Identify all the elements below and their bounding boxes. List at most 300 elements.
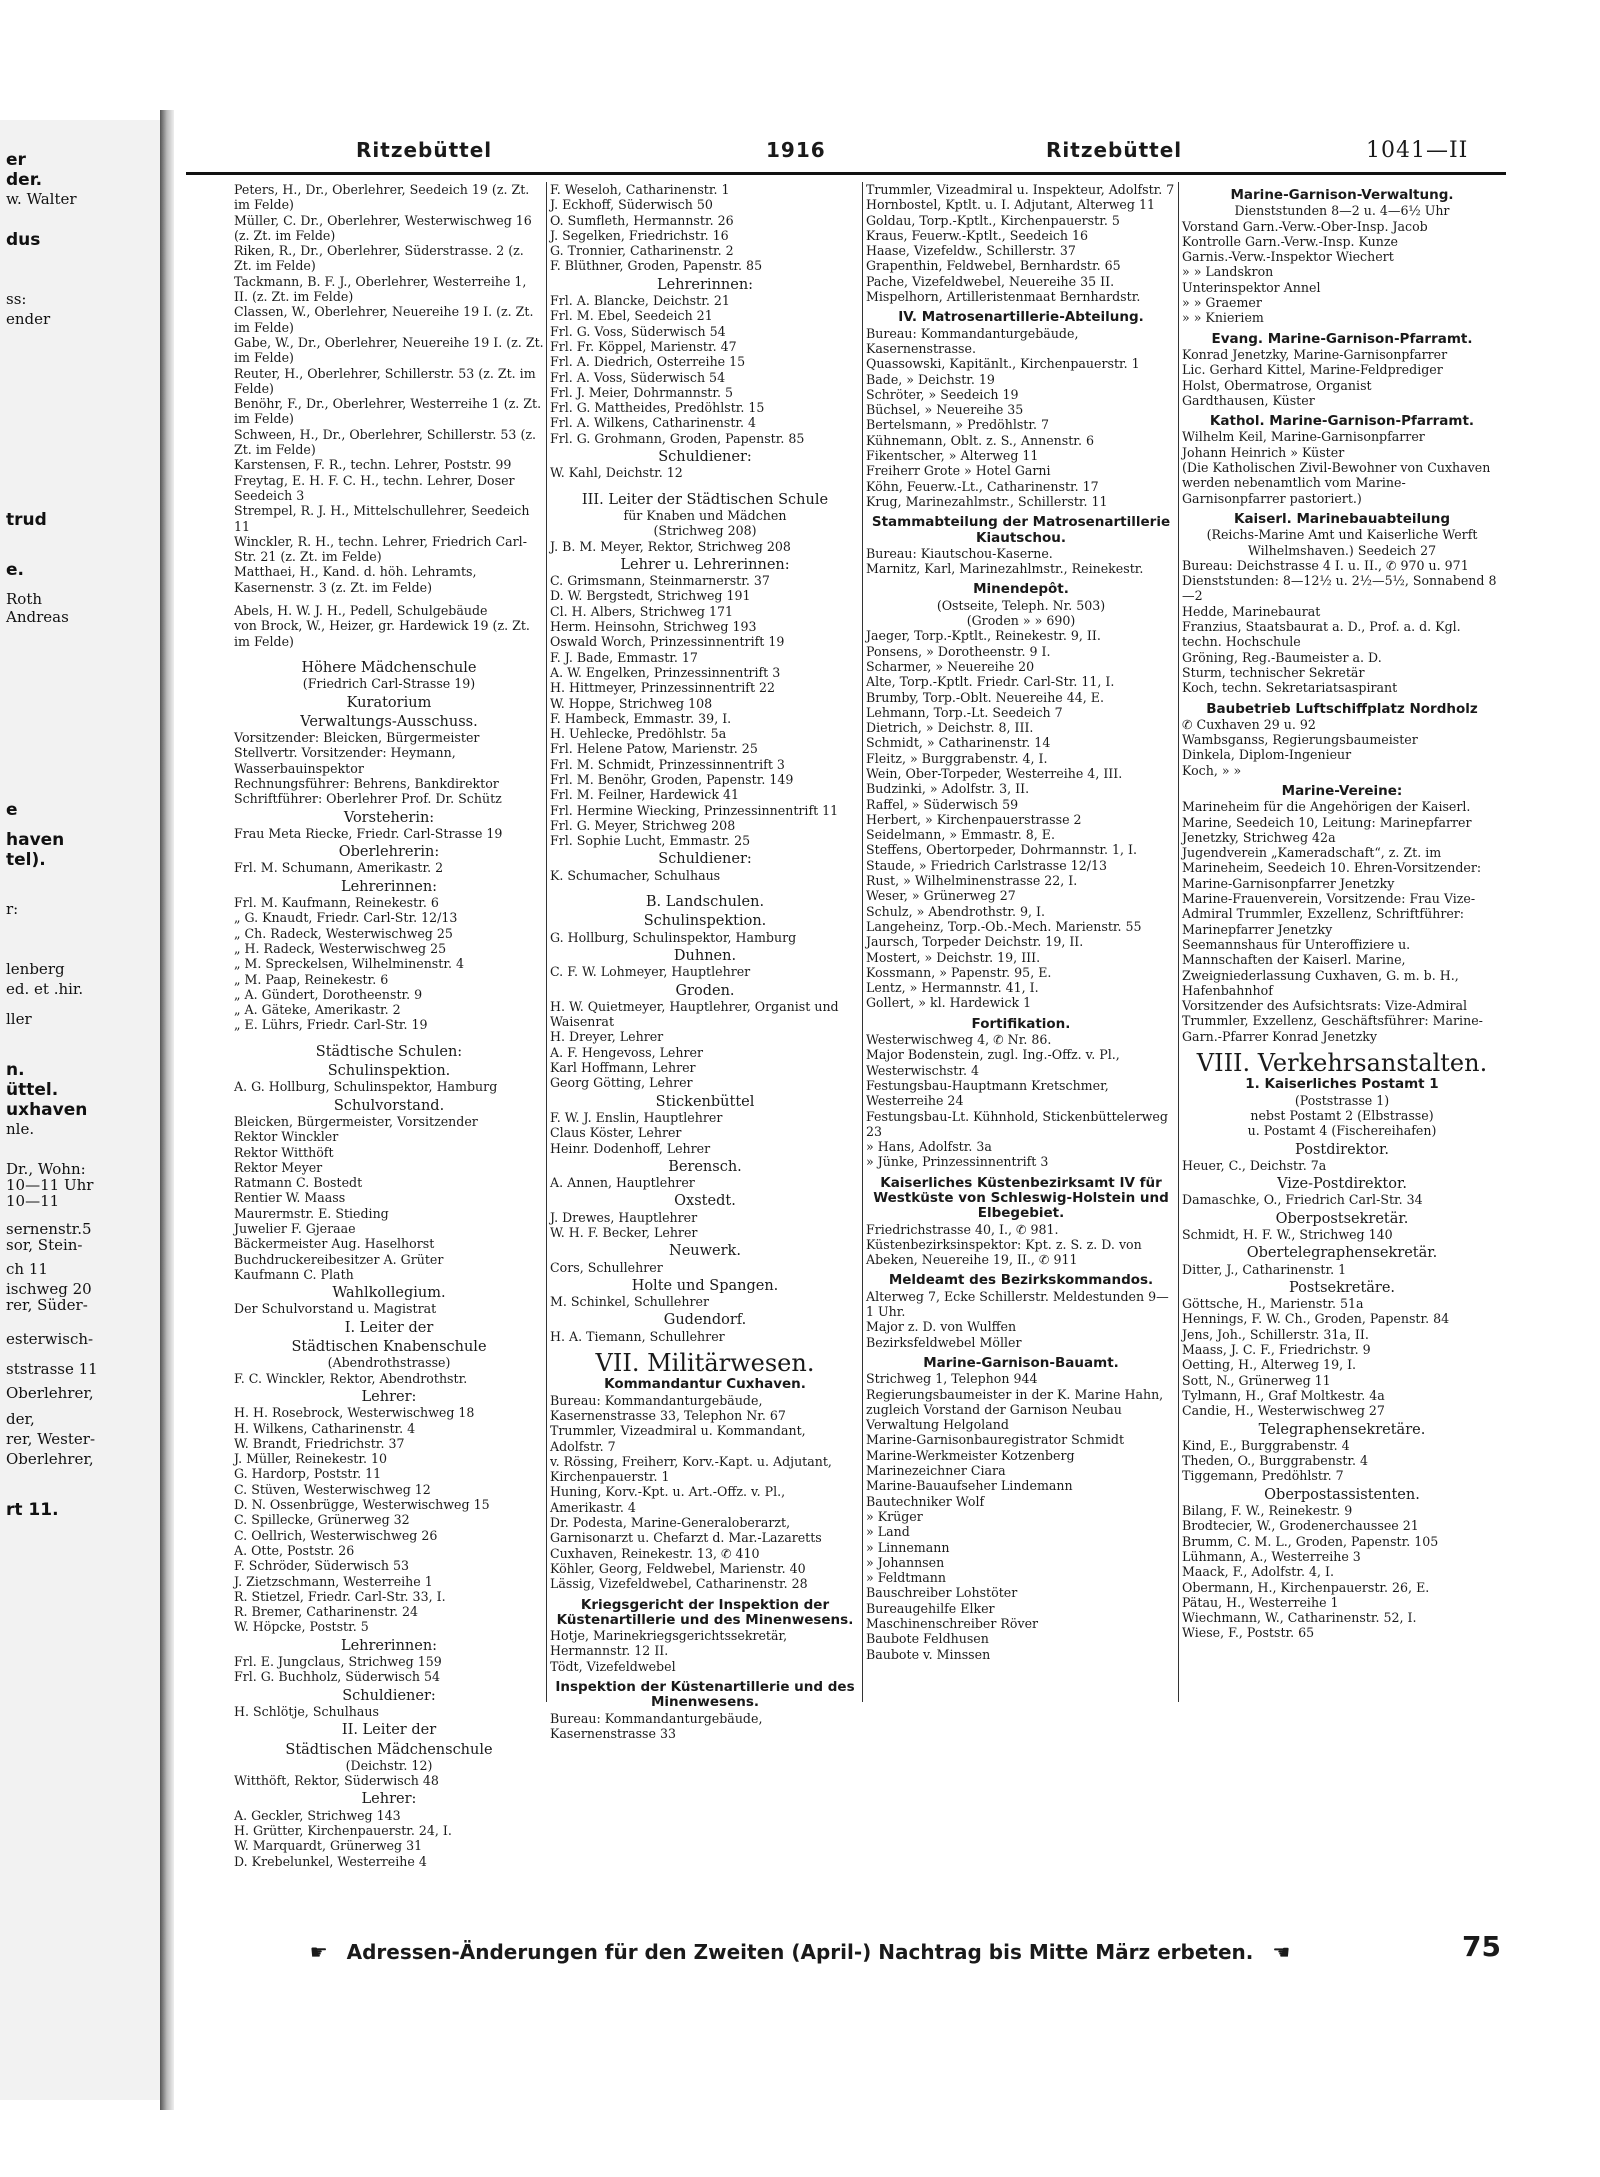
section-note: (Ostseite, Teleph. Nr. 503) xyxy=(936,597,1106,613)
section-heading-bold: Evang. Marine-Garnison-Pfarramt. xyxy=(1211,330,1473,347)
directory-entry: Lühmann, A., Westerreihe 3 xyxy=(1182,1548,1361,1564)
spacer xyxy=(234,595,544,603)
section-heading: Lehrerinnen: xyxy=(656,276,754,293)
column-divider xyxy=(1178,182,1179,1702)
page-number: 75 xyxy=(1462,1930,1501,1963)
directory-entry: „ M. Paap, Reinekestr. 6 xyxy=(234,971,389,987)
directory-entry: Dr. Podesta, Marine-Generaloberarzt, Garnisonarzt u. Chefarzt d. Mar.-Lazaretts Cuxhaven, Reinekestr. 13, ✆ 410 xyxy=(550,1515,822,1561)
directory-entry: Huning, Korv.-Kpt. u. Art.-Offz. v. Pl., Amerikastr. 4 xyxy=(550,1484,786,1515)
directory-entry: J. Zietzschmann, Westerreihe 1 xyxy=(234,1573,433,1589)
spacer xyxy=(550,883,860,891)
directory-entry: Heuer, C., Deichstr. 7a xyxy=(1182,1157,1327,1173)
directory-entry: H. H. Rosebrock, Westerwischweg 18 xyxy=(234,1405,475,1421)
facing-page-fragment: n. xyxy=(6,1060,25,1080)
facing-page-fragment: w. Walter xyxy=(6,190,77,208)
directory-entry: W. Marquardt, Grünerweg 31 xyxy=(234,1838,423,1854)
section-heading: Schuldiener: xyxy=(658,851,752,868)
directory-entry: J. B. M. Meyer, Rektor, Strichweg 208 xyxy=(550,538,791,554)
directory-entry: Obermann, H., Kirchenpauerstr. 26, E. xyxy=(1182,1579,1430,1595)
directory-entry: Pätau, H., Westerreihe 1 xyxy=(1182,1594,1339,1610)
facing-page-fragment: haven xyxy=(6,830,65,850)
directory-entry: Köhn, Feuerw.-Lt., Catharinenstr. 17 xyxy=(866,478,1099,494)
directory-entry: A. G. Hollburg, Schulinspektor, Hamburg xyxy=(234,1079,498,1095)
directory-entry: Kind, E., Burggrabenstr. 4 xyxy=(1182,1437,1350,1453)
directory-entry: Marnitz, Karl, Marinezahlmstr., Reinekestr. xyxy=(866,561,1144,577)
directory-entry: F. C. Winckler, Rektor, Abendrothstr. xyxy=(234,1370,468,1386)
book-gutter xyxy=(160,110,174,2110)
facing-page-fragment: Oberlehrer, xyxy=(6,1384,94,1402)
directory-entry: Vorsitzender des Aufsichtsrats: Vize-Admiral Trummler, Exzellenz, Geschäftsführer: Marine-Garn.-Pfarrer Konrad Jenetzky xyxy=(1182,998,1483,1044)
directory-entry: W. Hoppe, Strichweg 108 xyxy=(550,695,713,711)
directory-entry: Mispelhorn, Artilleristenmaat Bernhardstr. xyxy=(866,289,1141,305)
facing-page-fragment: dus xyxy=(6,230,41,250)
directory-entry: Frl. G. Mattheides, Predöhlstr. 15 xyxy=(550,400,765,416)
directory-entry: Kaufmann C. Plath xyxy=(234,1266,354,1282)
facing-page-fragment: e xyxy=(6,800,18,820)
directory-entry: Seidelmann, » Emmastr. 8, E. xyxy=(866,827,1056,843)
section-note: für Knaben und Mädchen xyxy=(623,507,787,523)
section-heading-bold: Marine-Garnison-Verwaltung. xyxy=(1230,187,1454,203)
directory-entry: C. Stüven, Westerwischweg 12 xyxy=(234,1481,431,1497)
directory-entry: Frl. Fr. Köppel, Marienstr. 47 xyxy=(550,338,737,354)
section-heading-bold: Minendepôt. xyxy=(973,581,1069,598)
directory-entry: Benöhr, F., Dr., Oberlehrer, Westerreihe 1 (z. Zt. im Felde) xyxy=(234,396,542,427)
directory-entry: Marinezeichner Ciara xyxy=(866,1463,1006,1479)
directory-entry: Wein, Ober-Torpeder, Westerreihe 4, III. xyxy=(866,765,1123,781)
directory-entry: F. W. J. Enslin, Hauptlehrer xyxy=(550,1109,723,1125)
directory-entry: Tödt, Vizefeldwebel xyxy=(550,1658,676,1674)
directory-entry: A. Annen, Hauptlehrer xyxy=(550,1175,695,1191)
directory-entry: Riken, R., Dr., Oberlehrer, Süderstrasse. 2 (z. Zt. im Felde) xyxy=(234,243,524,274)
column-3 xyxy=(866,182,1176,1782)
directory-entry: Brumm, C. M. L., Groden, Papenstr. 105 xyxy=(1182,1533,1439,1549)
directory-entry: Schröter, » Seedeich 19 xyxy=(866,386,1019,402)
directory-entry: Herbert, » Kirchenpauerstrasse 2 xyxy=(866,811,1082,827)
section-heading-bold: Marine-Garnison-Bauamt. xyxy=(923,1354,1119,1371)
directory-entry: Major z. D. von Wulffen xyxy=(866,1319,1017,1335)
directory-entry: Mostert, » Deichstr. 19, III. xyxy=(866,949,1041,965)
directory-entry: Bureau: Kommandanturgebäude, Kasernenstrasse 33 xyxy=(550,1710,763,1741)
section-heading: Schuldiener: xyxy=(342,1687,436,1704)
section-note: Dienststunden 8—2 u. 4—6½ Uhr xyxy=(1234,203,1450,219)
directory-entry: Goldau, Torp.-Kptlt., Kirchenpauerstr. 5 xyxy=(866,212,1120,228)
directory-entry: Johann Heinrich » Küster xyxy=(1182,444,1345,460)
directory-entry: Rektor Meyer xyxy=(234,1159,323,1175)
directory-entry: C. Oellrich, Westerwischweg 26 xyxy=(234,1527,438,1543)
section-heading-bold: Fortifikation. xyxy=(971,1015,1071,1032)
section-note: u. Postamt 4 (Fischereihafen) xyxy=(1247,1123,1437,1139)
directory-entry: Frl. A. Diedrich, Osterreihe 15 xyxy=(550,354,746,370)
directory-entry: D. Krebelunkel, Westerreihe 4 xyxy=(234,1853,427,1869)
directory-entry: Maurermstr. E. Stieding xyxy=(234,1205,389,1221)
section-heading: Berensch. xyxy=(668,1158,742,1175)
section-heading: I. Leiter der xyxy=(344,1319,434,1336)
directory-entry: Quassowski, Kapitänlt., Kirchenpauerstr. 1 xyxy=(866,356,1140,372)
facing-page-fragment: 10—11 Uhr xyxy=(6,1176,94,1194)
directory-entry: Theden, O., Burggrabenstr. 4 xyxy=(1182,1453,1369,1469)
section-heading: Holte und Spangen. xyxy=(631,1277,779,1294)
directory-entry: Maschinenschreiber Röver xyxy=(866,1616,1039,1632)
header-rule xyxy=(186,172,1506,175)
directory-entry: Garnis.-Verw.-Inspektor Wiechert xyxy=(1182,249,1394,265)
directory-entry: Westerwischweg 4, ✆ Nr. 86. xyxy=(866,1032,1052,1048)
directory-entry: „ A. Gäteke, Amerikastr. 2 xyxy=(234,1002,401,1018)
directory-entry: Karstensen, F. R., techn. Lehrer, Poststr. 99 xyxy=(234,457,512,473)
facing-page-edge xyxy=(0,120,163,2100)
directory-entry: Budzinki, » Adolfstr. 3, II. xyxy=(866,781,1030,797)
directory-entry: J. Drewes, Hauptlehrer xyxy=(550,1209,698,1225)
footer-text: Adressen-Änderungen für den Zweiten (April-) Nachtrag bis Mitte März erbeten. xyxy=(346,1940,1254,1964)
directory-entry: Frl. G. Grohmann, Groden, Papenstr. 85 xyxy=(550,430,805,446)
directory-entry: W. Kahl, Deichstr. 12 xyxy=(550,465,683,481)
directory-entry: Tiggemann, Predöhlstr. 7 xyxy=(1182,1468,1344,1484)
facing-page-fragment: ischweg 20 xyxy=(6,1280,92,1298)
facing-page-fragment: sor, Stein- xyxy=(6,1236,83,1254)
section-heading: Telegraphensekretäre. xyxy=(1258,1421,1426,1438)
directory-entry: Schmidt, H. F. W., Strichweg 140 xyxy=(1182,1227,1393,1242)
directory-entry: Freiherr Grote » Hotel Garni xyxy=(866,463,1051,479)
section-heading: II. Leiter der xyxy=(341,1722,437,1739)
section-heading: Lehrer: xyxy=(361,1388,417,1405)
directory-entry: Friedrichstrasse 40, I., ✆ 981. xyxy=(866,1221,1059,1237)
directory-entry: Gabe, W., Dr., Oberlehrer, Neuereihe 19 I. (z. Zt. im Felde) xyxy=(234,334,544,366)
directory-entry: Strichweg 1, Telephon 944 xyxy=(866,1371,1038,1387)
directory-entry: Georg Götting, Lehrer xyxy=(550,1075,693,1091)
directory-entry: » Jünke, Prinzessinnentrift 3 xyxy=(866,1154,1049,1170)
directory-entry: Holst, Obermatrose, Organist xyxy=(1182,377,1372,393)
directory-entry: H. W. Quietmeyer, Hauptlehrer, Organist und Waisenrat xyxy=(550,998,839,1030)
directory-entry: Abels, H. W. J. H., Pedell, Schulgebäude xyxy=(234,603,488,619)
directory-entry: A. W. Engelken, Prinzessinnentrift 3 xyxy=(550,664,781,680)
section-heading: Städtische Schulen: xyxy=(315,1043,463,1060)
directory-entry: Weser, » Grünerweg 27 xyxy=(866,888,1016,904)
section-heading: Städtischen Knabenschule xyxy=(291,1339,487,1356)
section-heading: Duhnen. xyxy=(673,947,737,964)
directory-entry: (Die Katholischen Zivil-Bewohner von Cuxhaven werden nebenamtlich vom Marine-Garnisonpfarrer pastoriert.) xyxy=(1182,460,1491,506)
directory-entry: Raffel, » Süderwisch 59 xyxy=(866,796,1019,812)
section-heading: Obertelegraphensekretär. xyxy=(1246,1245,1438,1262)
facing-page-fragment: lenberg xyxy=(6,960,65,978)
section-heading-bold: Baubetrieb Luftschiffplatz Nordholz xyxy=(1206,700,1478,717)
directory-entry: Hotje, Marinekriegsgerichtssekretär, Hermannstr. 12 II. xyxy=(550,1628,788,1659)
directory-entry: F. Blüthner, Groden, Papenstr. 85 xyxy=(550,258,763,274)
directory-entry: Frau Meta Riecke, Friedr. Carl-Strasse 19 xyxy=(234,825,503,841)
directory-entry: Kossmann, » Papenstr. 95, E. xyxy=(866,964,1052,980)
directory-entry: Gröning, Reg.-Baumeister a. D. xyxy=(1182,649,1382,665)
directory-entry: J. Eckhoff, Süderwisch 50 xyxy=(550,197,713,213)
directory-entry: F. Hambeck, Emmastr. 39, I. xyxy=(550,710,732,726)
directory-entry: Jens, Joh., Schillerstr. 31a, II. xyxy=(1182,1326,1369,1342)
header-right-place: Ritzebüttel xyxy=(1046,138,1183,162)
directory-entry: R. Stietzel, Friedr. Carl-Str. 33, I. xyxy=(234,1588,446,1604)
directory-entry: » » Graemer xyxy=(1182,295,1262,311)
directory-entry: W. H. F. Becker, Lehrer xyxy=(550,1225,698,1240)
directory-entry: Wambsganss, Regierungsbaumeister xyxy=(1182,732,1418,748)
directory-entry: Herm. Heinsohn, Strichweg 193 xyxy=(550,619,757,635)
directory-entry: Frl. M. Benöhr, Groden, Papenstr. 149 xyxy=(550,771,794,787)
directory-entry: Lic. Gerhard Kittel, Marine-Feldprediger xyxy=(1182,362,1443,378)
directory-entry: Rust, » Wilhelminenstrasse 22, I. xyxy=(866,873,1078,889)
directory-entry: J. Müller, Reinekestr. 10 xyxy=(234,1451,388,1467)
directory-entry: Der Schulvorstand u. Magistrat xyxy=(234,1301,437,1317)
directory-entry: D. W. Bergstedt, Strichweg 191 xyxy=(550,588,751,604)
directory-entry: „ G. Knaudt, Friedr. Carl-Str. 12/13 xyxy=(234,910,458,926)
facing-page-fragment: nle. xyxy=(6,1120,35,1138)
section-heading-bold: Kriegsgericht der Inspektion der Küstenartillerie und des Minenwesens. xyxy=(556,1596,854,1628)
directory-entry: Baubote Feldhusen xyxy=(866,1631,989,1647)
directory-entry: Vorstand Garn.-Verw.-Ober-Insp. Jacob xyxy=(1182,218,1428,234)
section-heading: Lehrer: xyxy=(361,1791,417,1808)
directory-entry: » Hans, Adolfstr. 3a xyxy=(866,1139,992,1155)
section-heading-bold: Kathol. Marine-Garnison-Pfarramt. xyxy=(1209,413,1475,430)
facing-page-fragment: ss: xyxy=(6,290,27,308)
directory-entry: Bureau: Kommandanturgebäude, Kasernenstrasse. xyxy=(866,325,1079,356)
section-note: (Friedrich Carl-Strasse 19) xyxy=(302,676,476,692)
section-heading: Lehrer u. Lehrerinnen: xyxy=(620,556,790,573)
directory-entry: Frl. A. Blancke, Deichstr. 21 xyxy=(550,293,730,309)
directory-entry: Karl Hoffmann, Lehrer xyxy=(550,1060,696,1076)
directory-entry: „ E. Lührs, Friedr. Carl-Str. 19 xyxy=(234,1017,428,1033)
directory-entry: Oetting, H., Alterweg 19, I. xyxy=(1182,1357,1357,1373)
directory-entry: Festungsbau-Lt. Kühnhold, Stickenbüttelerweg 23 xyxy=(866,1108,1168,1139)
section-heading: Vorsteherin: xyxy=(343,809,435,826)
directory-entry: Baubote v. Minssen xyxy=(866,1646,991,1662)
directory-entry: Ditter, J., Catharinenstr. 1 xyxy=(1182,1261,1347,1277)
header-page-ref: 1041—II xyxy=(1366,138,1469,163)
directory-entry: » Krüger xyxy=(866,1508,923,1524)
section-heading: Stickenbüttel xyxy=(655,1093,755,1110)
directory-entry: Kühnemann, Oblt. z. S., Annenstr. 6 xyxy=(866,432,1094,448)
facing-page-fragment: rer, Süder- xyxy=(6,1296,88,1314)
directory-entry: Strempel, R. J. H., Mittelschullehrer, Seedeich 11 xyxy=(234,503,530,534)
chapter-heading: VIII. Verkehrsanstalten. xyxy=(1196,1049,1488,1078)
directory-entry: H. Schlötje, Schulhaus xyxy=(234,1703,379,1719)
directory-entry: H. A. Tiemann, Schullehrer xyxy=(550,1328,725,1344)
directory-entry: Ponsens, » Dorotheenstr. 9 I. xyxy=(866,643,1051,659)
directory-entry: Büchsel, » Neuereihe 35 xyxy=(866,402,1024,418)
section-heading-bold: Inspektion der Küstenartillerie und des Minenwesens. xyxy=(555,1679,855,1711)
facing-page-fragment: ller xyxy=(6,1010,32,1028)
directory-entry: Dietrich, » Deichstr. 8, III. xyxy=(866,720,1034,736)
facing-page-fragment: rt 11. xyxy=(6,1500,59,1520)
section-note: nebst Postamt 2 (Elbstrasse) xyxy=(1250,1107,1434,1123)
section-heading: Postsekretäre. xyxy=(1288,1279,1396,1296)
directory-entry: C. Grimsmann, Steinmarnerstr. 37 xyxy=(550,573,770,589)
directory-entry: Frl. M. Schmidt, Prinzessinnentrift 3 xyxy=(550,756,785,772)
directory-entry: » Johannsen xyxy=(866,1554,945,1570)
header-left-place: Ritzebüttel xyxy=(356,138,493,162)
directory-entry: H. Dreyer, Lehrer xyxy=(550,1029,664,1045)
directory-entry: A. F. Hengevoss, Lehrer xyxy=(550,1044,703,1060)
directory-entry: Ratmann C. Bostedt xyxy=(234,1175,363,1191)
directory-entry: Kontrolle Garn.-Verw.-Insp. Kunze xyxy=(1182,233,1398,249)
section-note: (Abendrothstrasse) xyxy=(327,1355,451,1371)
section-heading: Neuwerk. xyxy=(669,1243,741,1260)
section-heading: B. Landschulen. xyxy=(645,894,765,911)
section-heading: Oberpostsekretär. xyxy=(1275,1210,1409,1227)
directory-entry: Wiese, F., Poststr. 65 xyxy=(1182,1625,1315,1641)
directory-entry: Kraus, Feuerw.-Kptlt., Seedeich 16 xyxy=(866,227,1089,243)
directory-entry: Koch, » » xyxy=(1182,762,1242,778)
directory-entry: Frl. G. Buchholz, Süderwisch 54 xyxy=(234,1669,441,1685)
directory-entry: Reuter, H., Oberlehrer, Schillerstr. 53 (z. Zt. im Felde) xyxy=(234,365,536,396)
directory-entry: Haase, Vizefeldw., Schillerstr. 37 xyxy=(866,243,1076,259)
directory-entry: Frl. Hermine Wiecking, Prinzessinnentrift 11 xyxy=(550,802,839,818)
directory-entry: W. Höpcke, Poststr. 5 xyxy=(234,1619,369,1635)
section-note: (Poststrasse 1) xyxy=(1294,1092,1390,1108)
section-heading: Vize-Postdirektor. xyxy=(1277,1176,1407,1193)
facing-page-fragment: Oberlehrer, xyxy=(6,1450,94,1468)
directory-entry: Gollert, » kl. Hardewick 1 xyxy=(866,995,1032,1011)
directory-entry: Buchdruckereibesitzer A. Grüter xyxy=(234,1251,444,1267)
directory-entry: Maass, J. C. F., Friedrichstr. 9 xyxy=(1182,1342,1371,1358)
directory-entry: von Brock, W., Heizer, gr. Hardewick 19 (z. Zt. im Felde) xyxy=(234,618,530,649)
directory-entry: F. J. Bade, Emmastr. 17 xyxy=(550,649,698,665)
directory-entry: „ Ch. Radeck, Westerwischweg 25 xyxy=(234,925,453,941)
directory-entry: » » Landskron xyxy=(1182,264,1274,280)
directory-entry: Gardthausen, Küster xyxy=(1182,392,1315,408)
directory-entry: G. Tronnier, Catharinenstr. 2 xyxy=(550,243,734,259)
directory-entry: Cors, Schullehrer xyxy=(550,1259,663,1275)
facing-page-fragment: Andreas xyxy=(6,608,69,626)
directory-entry: Winckler, R. H., techn. Lehrer, Friedrich Carl-Str. 21 (z. Zt. im Felde) xyxy=(234,533,527,565)
spacer xyxy=(550,481,860,489)
directory-entry: „ A. Gündert, Dorotheenstr. 9 xyxy=(234,986,423,1002)
directory-entry: Trummler, Vizeadmiral u. Kommandant, Adolfstr. 7 xyxy=(550,1423,806,1454)
directory-entry: Pache, Vizefeldwebel, Neuereihe 35 II. xyxy=(866,273,1115,289)
directory-entry: Lehmann, Torp.-Lt. Seedeich 7 xyxy=(866,704,1063,720)
column-divider xyxy=(546,182,547,1702)
directory-entry: Witthöft, Rektor, Süderwisch 48 xyxy=(234,1773,439,1789)
directory-entry: Frl. Sophie Lucht, Emmastr. 25 xyxy=(550,833,751,849)
directory-entry: „ M. Spreckelsen, Wilhelminenstr. 4 xyxy=(234,956,464,972)
directory-entry: H. Grütter, Kirchenpauerstr. 24, I. xyxy=(234,1822,452,1838)
directory-entry: Alterweg 7, Ecke Schillerstr. Meldestunden 9—1 Uhr. xyxy=(866,1288,1169,1320)
column-4 xyxy=(1182,182,1502,1782)
facing-page-fragment: üttel. xyxy=(6,1080,59,1100)
directory-entry: Steffens, Obertorpeder, Dohrmannstr. 1, I. xyxy=(866,842,1137,858)
section-note: (Reichs-Marine Amt und Kaiserliche Werft Wilhelmshaven.) Seedeich 27 xyxy=(1206,527,1478,558)
directory-entry: v. Rössing, Freiherr, Korv.-Kapt. u. Adjutant, Kirchenpauerstr. 1 xyxy=(550,1453,832,1485)
column-divider xyxy=(862,182,863,1702)
directory-entry: Frl. E. Jungclaus, Strichweg 159 xyxy=(234,1654,442,1670)
section-heading-bold: Kaiserl. Marinebauabteilung xyxy=(1233,510,1450,527)
directory-entry: Frl. M. Feilner, Hardewick 41 xyxy=(550,787,740,803)
header-year: 1916 xyxy=(766,138,826,162)
directory-entry: Frl. M. Ebel, Seedeich 21 xyxy=(550,308,713,324)
pointing-hand-icon: ☛ xyxy=(309,1940,328,1964)
column-2 xyxy=(550,182,860,1782)
section-note: (Deichstr. 12) xyxy=(345,1757,433,1773)
directory-entry: K. Schumacher, Schulhaus xyxy=(550,867,721,883)
spacer xyxy=(234,1033,544,1041)
directory-entry: Frl. Helene Patow, Marienstr. 25 xyxy=(550,741,758,757)
directory-entry: Jaeger, Torp.-Kptlt., Reinekestr. 9, II. xyxy=(866,628,1101,644)
directory-entry: » Land xyxy=(866,1524,910,1540)
section-heading-bold: Kommandantur Cuxhaven. xyxy=(604,1376,806,1393)
directory-entry: Frl. A. Voss, Süderwisch 54 xyxy=(550,369,726,385)
directory-entry: Staude, » Friedrich Carlstrasse 12/13 xyxy=(866,857,1107,873)
directory-entry: Schriftführer: Oberlehrer Prof. Dr. Schütz xyxy=(234,791,502,807)
section-heading: Schulinspektion. xyxy=(327,1063,451,1080)
section-heading: Oberlehrerin: xyxy=(338,844,440,861)
directory-entry: Krug, Marinezahlmstr., Schillerstr. 11 xyxy=(866,493,1108,509)
section-heading: Verwaltungs-Ausschuss. xyxy=(300,713,478,730)
directory-entry: J. Segelken, Friedrichstr. 16 xyxy=(550,227,729,243)
directory-entry: Dinkela, Diplom-Ingenieur xyxy=(1182,747,1352,763)
directory-entry: H. Wilkens, Catharinenstr. 4 xyxy=(234,1420,416,1436)
facing-page-fragment: ststrasse 11 xyxy=(6,1360,98,1378)
directory-entry: H. Uehlecke, Predöhlstr. 5a xyxy=(550,726,727,742)
directory-entry: Frl. G. Meyer, Strichweg 208 xyxy=(550,817,736,833)
directory-entry: Bauschreiber Lohstöter xyxy=(866,1585,1018,1601)
directory-entry: Juwelier F. Gjeraae xyxy=(234,1221,356,1236)
section-heading: Oberpostassistenten. xyxy=(1264,1486,1420,1503)
section-heading: Höhere Mädchenschule xyxy=(301,659,477,676)
directory-entry: Bureau: Deichstrasse 4 I. u. II., ✆ 970 u. 971 xyxy=(1182,557,1469,573)
directory-entry: Frl. J. Meier, Dohrmannstr. 5 xyxy=(550,384,734,400)
directory-entry: Frl. M. Schumann, Amerikastr. 2 xyxy=(234,860,444,876)
directory-entry: Schween, H., Dr., Oberlehrer, Schillerstr. 53 (z. Zt. im Felde) xyxy=(234,426,536,458)
directory-entry: Rektor Winckler xyxy=(234,1129,339,1145)
directory-entry: Wilhelm Keil, Marine-Garnisonpfarrer xyxy=(1182,429,1425,445)
directory-page xyxy=(176,120,1516,2100)
directory-entry: Rektor Witthöft xyxy=(234,1144,334,1160)
directory-entry: G. Hardorp, Poststr. 11 xyxy=(234,1466,382,1482)
section-heading: Groden. xyxy=(675,982,735,999)
directory-entry: Sott, N., Grünerweg 11 xyxy=(1182,1372,1331,1388)
directory-entry: W. Brandt, Friedrichstr. 37 xyxy=(234,1435,405,1451)
directory-entry: Brumby, Torp.-Oblt. Neuereihe 44, E. xyxy=(866,689,1104,705)
directory-entry: Hornbostel, Kptlt. u. I. Adjutant, Alterweg 11 xyxy=(866,197,1155,213)
directory-entry: Schulz, » Abendrothstr. 9, I. xyxy=(866,903,1045,919)
section-heading-bold: Meldeamt des Bezirkskommandos. xyxy=(888,1272,1154,1289)
running-header xyxy=(176,138,1516,174)
directory-entry: Marineheim für die Angehörigen der Kaiserl. Marine, Seedeich 10, Leitung: Marinepfarrer Jenetzky, Strichweg 42a xyxy=(1182,799,1472,845)
directory-entry: Sturm, technischer Sekretär xyxy=(1182,664,1365,680)
directory-entry: Peters, H., Dr., Oberlehrer, Seedeich 19 (z. Zt. im Felde) xyxy=(234,182,530,213)
facing-page-fragment: er xyxy=(6,150,26,170)
directory-entry: Langeheinz, Torp.-Ob.-Mech. Marienstr. 55 xyxy=(866,918,1142,934)
directory-entry: Vorsitzender: Bleicken, Bürgermeister xyxy=(234,730,480,746)
directory-entry: Classen, W., Oberlehrer, Neuereihe 19 I. (z. Zt. im Felde) xyxy=(234,304,534,335)
facing-page-fragment: Dr., Wohn: xyxy=(6,1160,86,1178)
directory-entry: Oswald Worch, Prinzessinnentrift 19 xyxy=(550,634,785,650)
directory-entry: Hedde, Marinebaurat xyxy=(1182,603,1321,619)
facing-page-fragment: der. xyxy=(6,170,43,190)
section-heading-bold: 1. Kaiserliches Postamt 1 xyxy=(1245,1076,1439,1093)
directory-entry: Alte, Torp.-Kptlt. Friedr. Carl-Str. 11, I. xyxy=(866,674,1115,690)
directory-entry: Frl. M. Kaufmann, Reinekestr. 6 xyxy=(234,895,439,911)
directory-entry: Koch, techn. Sekretariatsaspirant xyxy=(1182,680,1398,696)
directory-entry: F. Schröder, Süderwisch 53 xyxy=(234,1558,410,1574)
section-heading: Lehrerinnen: xyxy=(340,878,438,895)
section-heading: Lehrerinnen: xyxy=(340,1637,438,1654)
directory-entry: Bureau: Kommandanturgebäude, Kasernenstrasse 33, Telephon Nr. 67 xyxy=(550,1392,786,1423)
facing-page-fragment: 10—11 xyxy=(6,1192,60,1210)
directory-entry: Franzius, Staatsbaurat a. D., Prof. a. d. Kgl. techn. Hochschule xyxy=(1182,619,1461,650)
spacer xyxy=(234,649,544,657)
section-heading: Oxstedt. xyxy=(674,1193,736,1210)
section-heading-bold: Marine-Vereine: xyxy=(1281,782,1403,799)
section-heading: Städtischen Mädchenschule xyxy=(285,1741,493,1758)
facing-page-fragment: Roth xyxy=(6,590,43,608)
directory-entry: A. Geckler, Strichweg 143 xyxy=(234,1807,401,1823)
directory-entry: Wiechmann, W., Catharinenstr. 52, I. xyxy=(1182,1610,1417,1626)
directory-entry: Tackmann, B. F. J., Oberlehrer, Westerreihe 1, II. (z. Zt. im Felde) xyxy=(234,273,527,305)
directory-entry: ✆ Cuxhaven 29 u. 92 xyxy=(1182,716,1316,732)
directory-entry: Marine-Frauenverein, Vorsitzende: Frau Vize-Admiral Trummler, Exzellenz, Schriftführer: Marinepfarrer Jenetzky xyxy=(1182,891,1476,937)
